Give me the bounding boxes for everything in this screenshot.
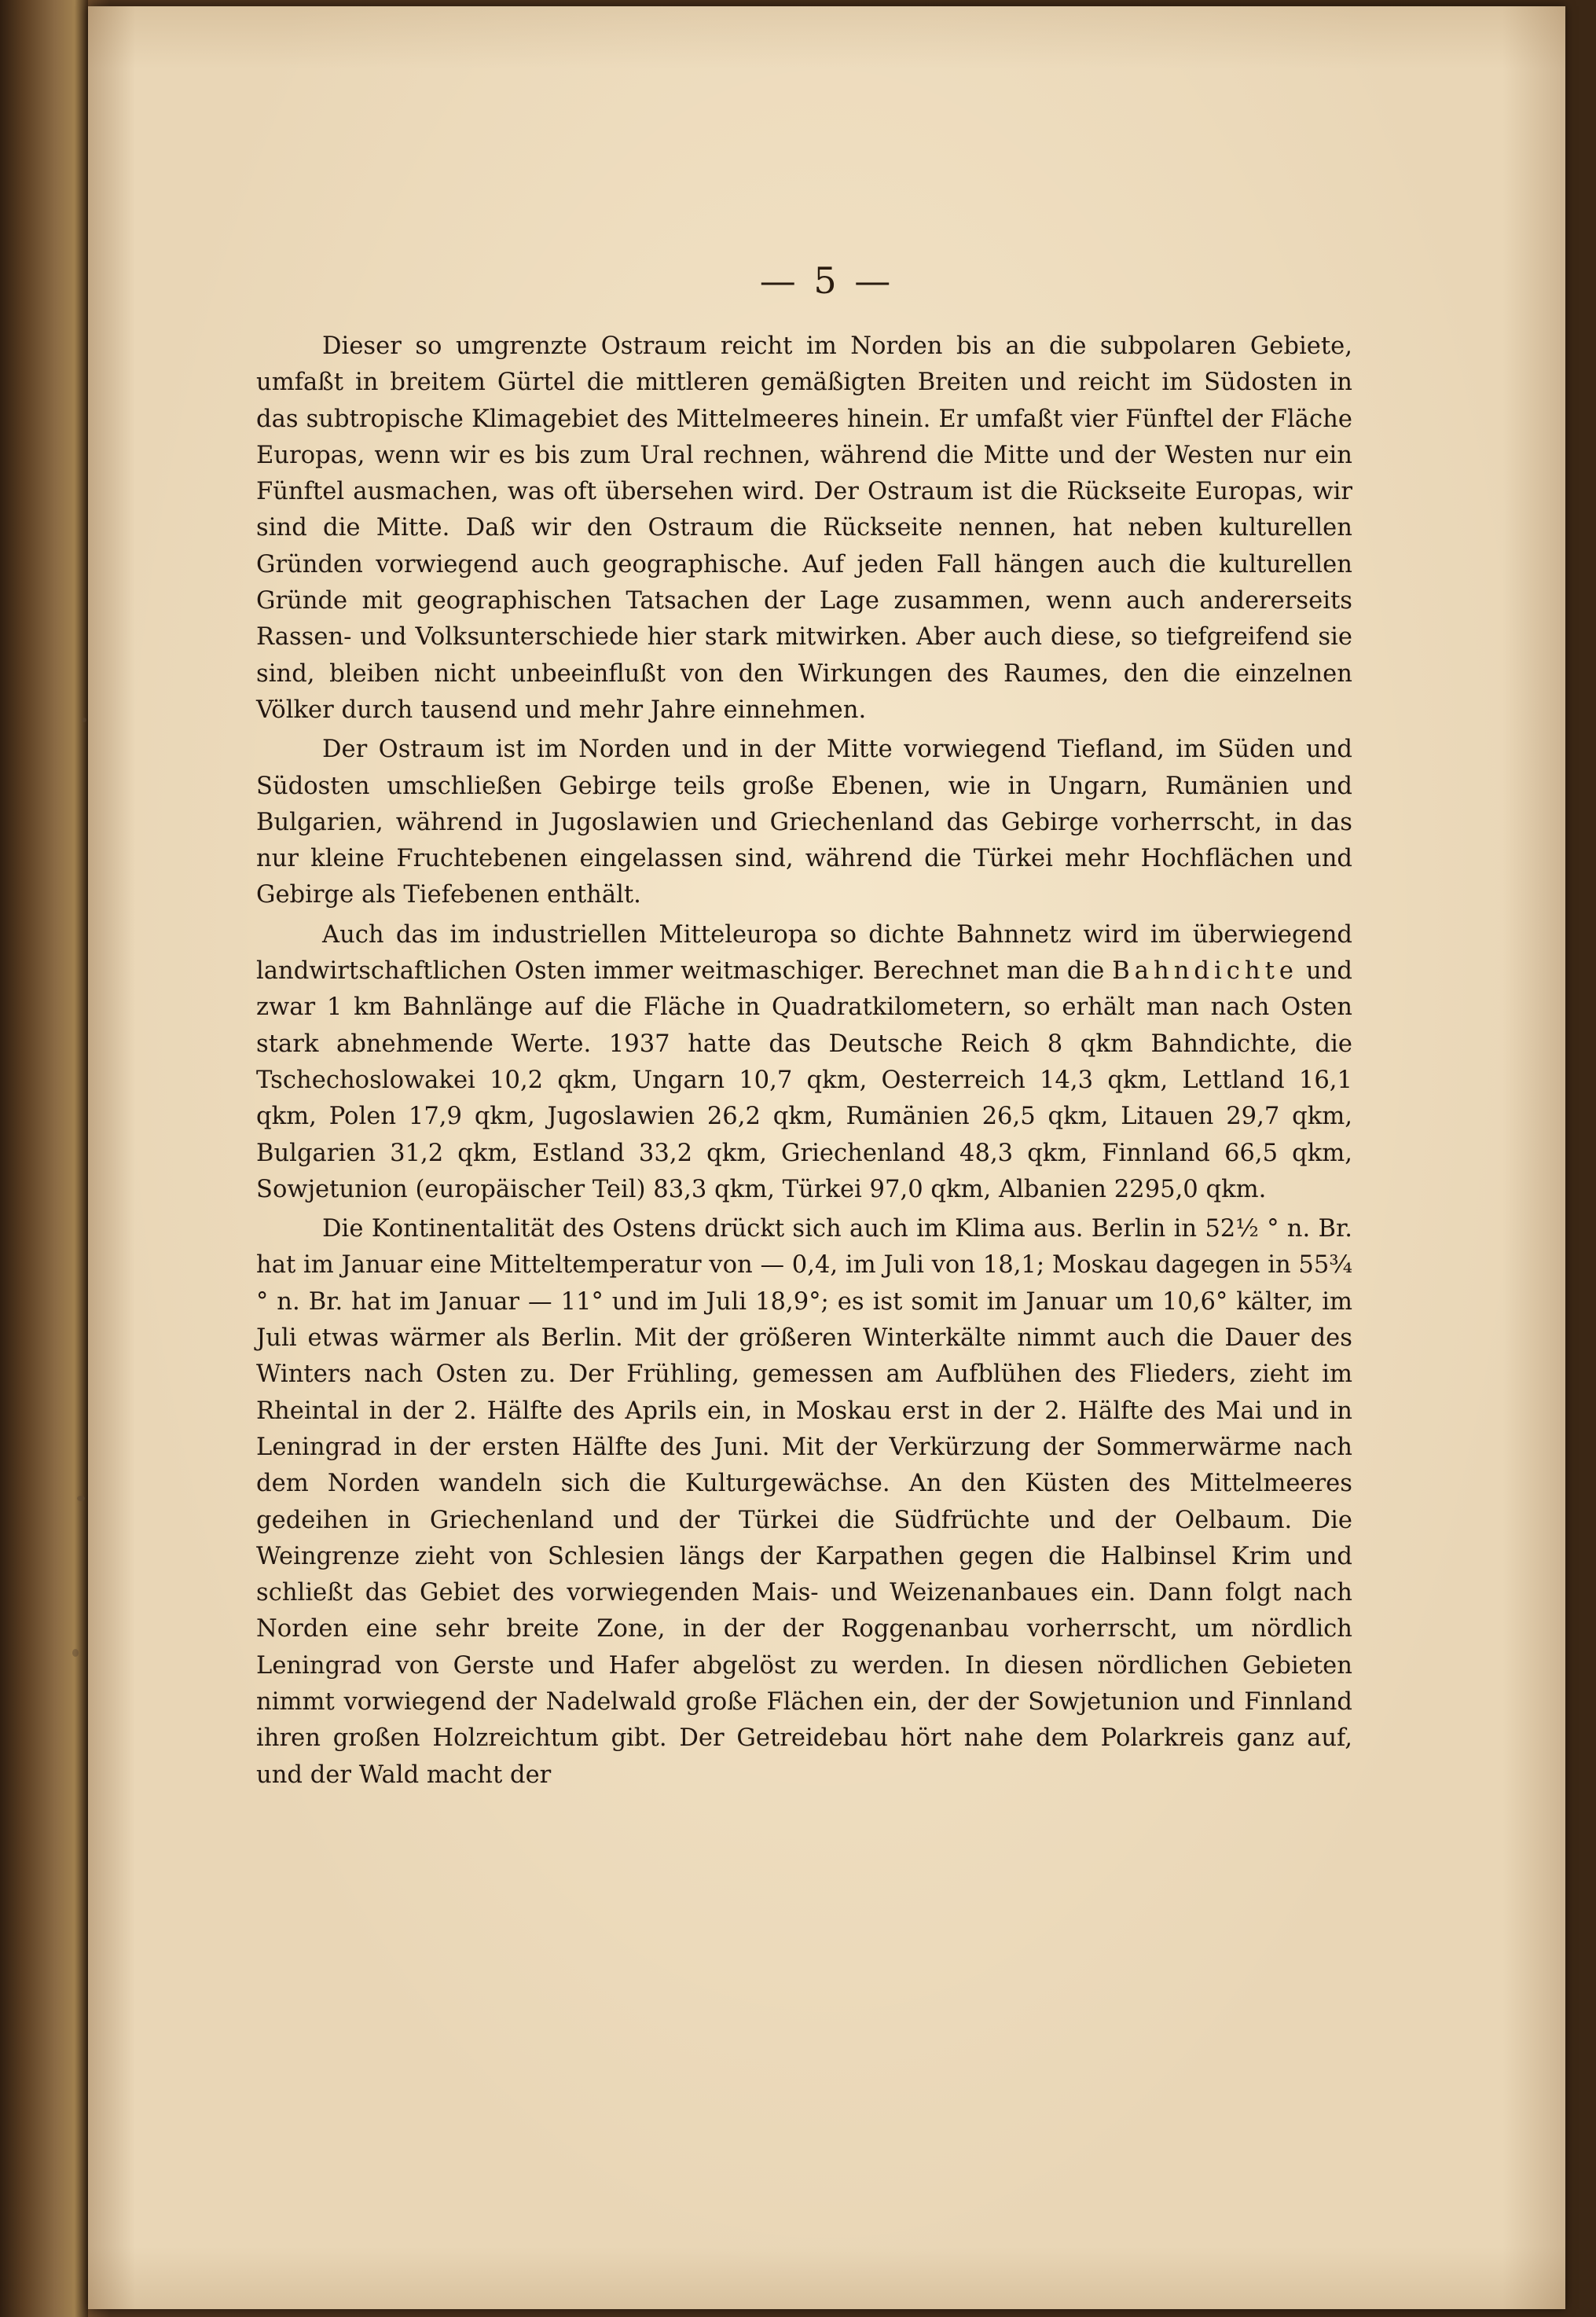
previous-page-edge [0,0,88,2317]
paragraph-3-text-before: Auch das im industriellen Mitteleuropa so dichte Bahnnetz wird im überwiegend landwirtschaftlichen Osten immer weitmaschiger. Berechnet man die [256,920,1352,986]
paper-speck [77,1496,85,1501]
paragraph-3-emphasis: Bahndichte [1112,957,1299,986]
page-number: — 5 — [759,259,894,302]
paragraph-4: Die Kontinentalität des Ostens drückt sich auch im Klima aus. Berlin in 52½ ° n. Br. hat im Januar eine Mitteltemperatur von — 0,4, im Juli von 18,1; Moskau dagegen in 55¾ ° n. Br. hat im Januar — 11° und im Juli 18,9°; es ist somit im Januar um 10,6° kälter, im Juli etwas wärmer als Berlin. Mit der größeren Winterkälte nimmt auch die Dauer des Winters nach Osten zu. Der Frühling, gemessen am Aufblühen des Flieders, zieht im Rheintal in der 2. Hälfte des Aprils ein, in Moskau erst in der 2. Hälfte des Mai und in Leningrad in der ersten Hälfte des Juni. Mit der Verkürzung der Sommerwärme nach dem Norden wandeln sich die Kulturgewächse. An den Küsten des Mittelmeeres gedeihen in Griechenland und der Türkei die Südfrüchte und der Oelbaum. Die Weingrenze zieht von Schlesien längs der Karpathen gegen die Halbinsel Krim und schließt das Gebiet des vorwiegenden Mais- und Weizenanbaues ein. Dann folgt nach Norden eine sehr breite Zone, in der der Roggenanbau vorherrscht, um nördlich Leningrad von Gerste und Hafer abgelöst zu werden. In diesen nördlichen Gebieten nimmt vorwiegend der Nadelwald große Flächen ein, der der Sowjetunion und Finnland ihren großen Holzreichtum gibt. Der Getreidebau hört nahe dem Polarkreis ganz auf, und der Wald macht der [256,1215,1353,1789]
paragraph-3 [256,917,1352,1208]
body-text [256,329,1352,1794]
paragraph-2: Der Ostraum ist im Norden und in der Mitte vorwiegend Tiefland, im Süden und Südosten umschließen Gebirge teils große Ebenen, wie in Ungarn, Rumänien und Bulgarien, während in Jugoslawien und Griechenland das Gebirge vorherrscht, in das nur kleine Fruchtebenen eingelassen sind, während die Türkei mehr Hochflächen und Gebirge als Tiefebenen enthält. [256,736,1352,909]
paper-speck [72,1649,79,1657]
paragraph-3-text-after: und zwar 1 km Bahnlänge auf die Fläche in Quadratkilometern, so erhält man nach Osten stark abnehmende Werte. 1937 hatte das Deutsche Reich 8 qkm Bahndichte, die Tschechoslowakei 10,2 qkm, Ungarn 10,7 qkm, Oesterreich 14,3 qkm, Lettland 16,1 qkm, Polen 17,9 qkm, Jugoslawien 26,2 qkm, Rumänien 26,5 qkm, Litauen 29,7 qkm, Bulgarien 31,2 qkm, Estland 33,2 qkm, Griechenland 48,3 qkm, Finnland 66,5 qkm, Sowjetunion (europäischer Teil) 83,3 qkm, Türkei 97,0 qkm, Albanien 2295,0 qkm. [256,957,1353,1203]
paragraph-1: Dieser so umgrenzte Ostraum reicht im Norden bis an die subpolaren Gebiete, umfaßt in breitem Gürtel die mittleren gemäßigten Breiten und reicht im Südosten in das subtropische Klimagebiet des Mittelmeeres hinein. Er umfaßt vier Fünftel der Fläche Europas, wenn wir es bis zum Ural rechnen, während die Mitte und der Westen nur ein Fünftel ausmachen, was oft übersehen wird. Der Ostraum ist die Rückseite Europas, wir sind die Mitte. Daß wir den Ostraum die Rückseite nennen, hat neben kulturellen Gründen vorwiegend auch geographische. Auf jeden Fall hängen auch die kulturellen Gründe mit geographischen Tatsachen der Lage zusammen, wenn auch andererseits Rassen- und Volksunterschiede hier stark mitwirken. Aber auch diese, so tiefgreifend sie sind, bleiben nicht unbeeinflußt von den Wirkungen des Raumes, den die einzelnen Völker durch tausend und mehr Jahre einnehmen. [256,332,1352,724]
paper-speck [82,718,86,722]
book-page [88,6,1565,2309]
